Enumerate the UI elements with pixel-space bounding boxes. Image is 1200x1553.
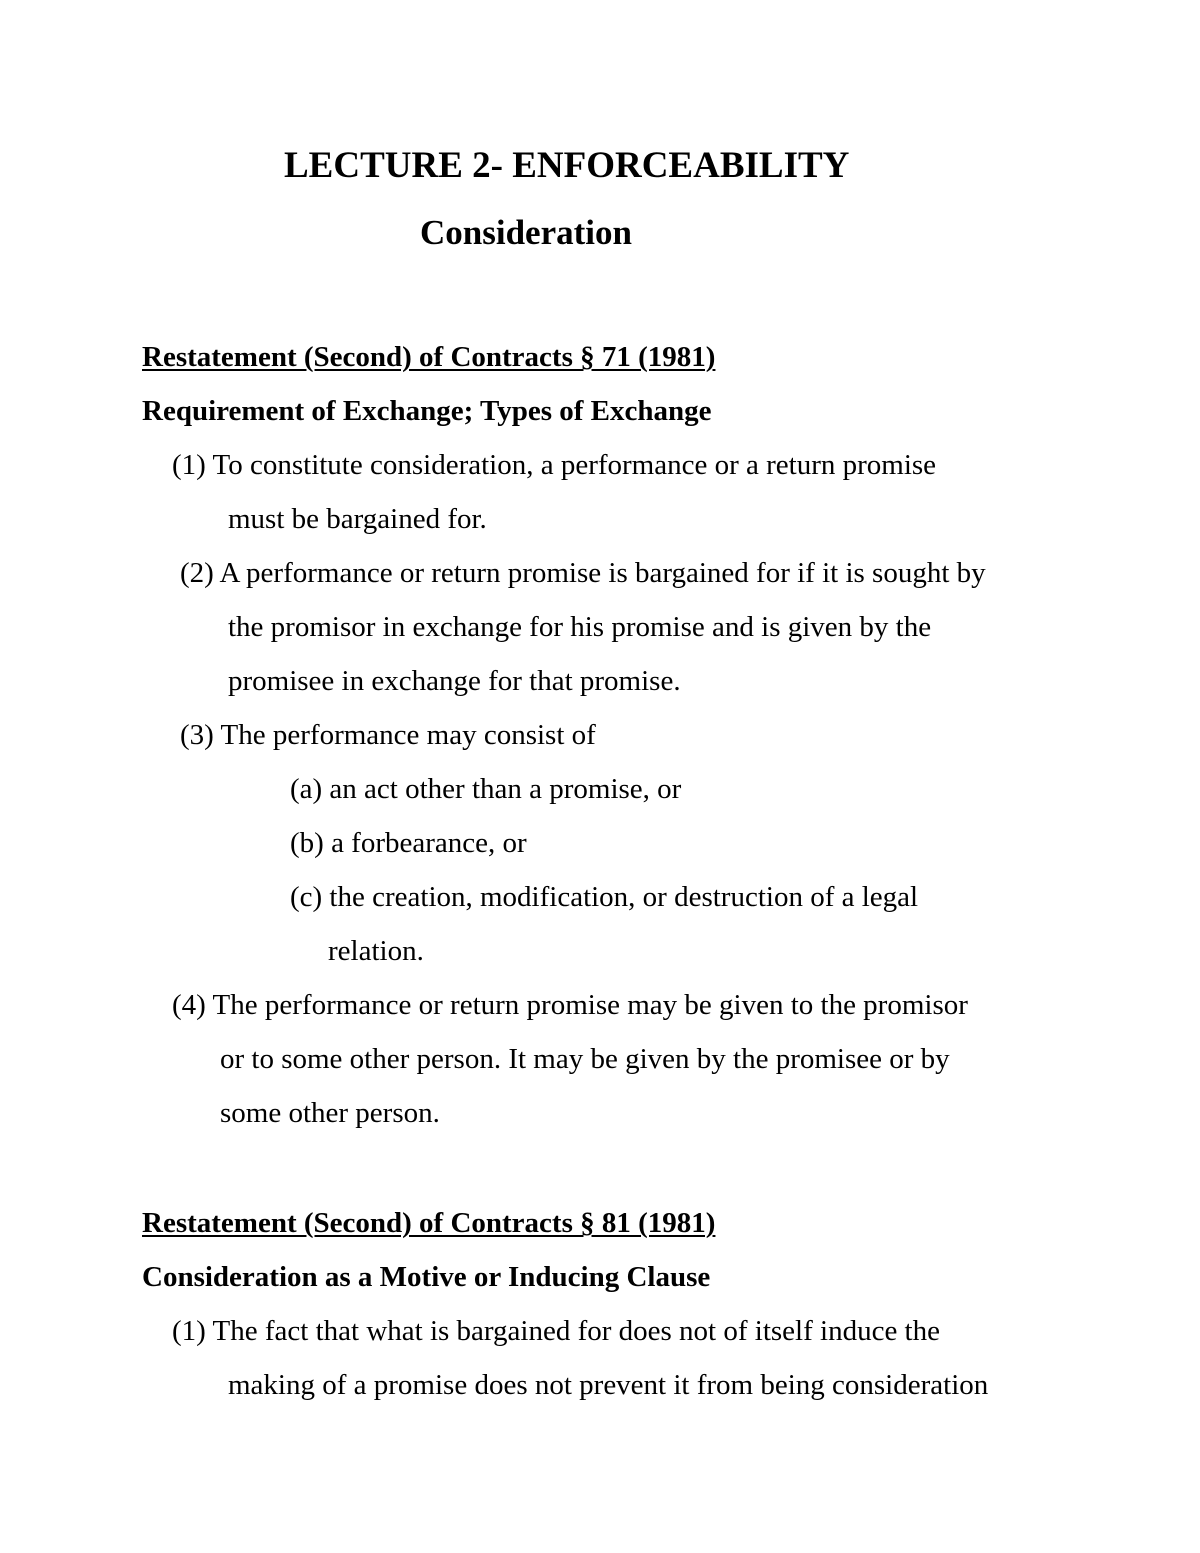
provision-line: (4) The performance or return promise may be given to the promisor [172,989,968,1021]
provision-line: (3) The performance may consist of [180,719,596,751]
page-subtitle: Consideration [420,213,632,252]
section-heading: Restatement (Second) of Contracts § 81 (1981) [142,1207,716,1239]
provision-line: promisee in exchange for that promise. [228,665,681,697]
section-heading: Restatement (Second) of Contracts § 71 (1981) [142,341,716,373]
provision-line: (2) A performance or return promise is bargained for if it is sought by [180,557,986,589]
provision-line: (c) the creation, modification, or destruction of a legal [290,881,919,913]
section-subheading: Requirement of Exchange; Types of Exchange [142,395,712,427]
provision-line: the promisor in exchange for his promise and is given by the [228,611,932,643]
provision-line: (1) The fact that what is bargained for does not of itself induce the [172,1315,940,1347]
provision-line: some other person. [220,1097,440,1129]
provision-line: (b) a forbearance, or [290,827,527,859]
provision-line: (1) To constitute consideration, a performance or a return promise [172,449,937,481]
provision-line: (a) an act other than a promise, or [290,773,682,805]
section-subheading: Consideration as a Motive or Inducing Clause [142,1261,711,1293]
page-title: LECTURE 2- ENFORCEABILITY [284,145,850,186]
provision-line: must be bargained for. [228,503,487,535]
provision-line: relation. [328,935,424,967]
provision-line: or to some other person. It may be given by the promisee or by [220,1043,950,1075]
provision-line: making of a promise does not prevent it from being consideration [228,1369,989,1401]
